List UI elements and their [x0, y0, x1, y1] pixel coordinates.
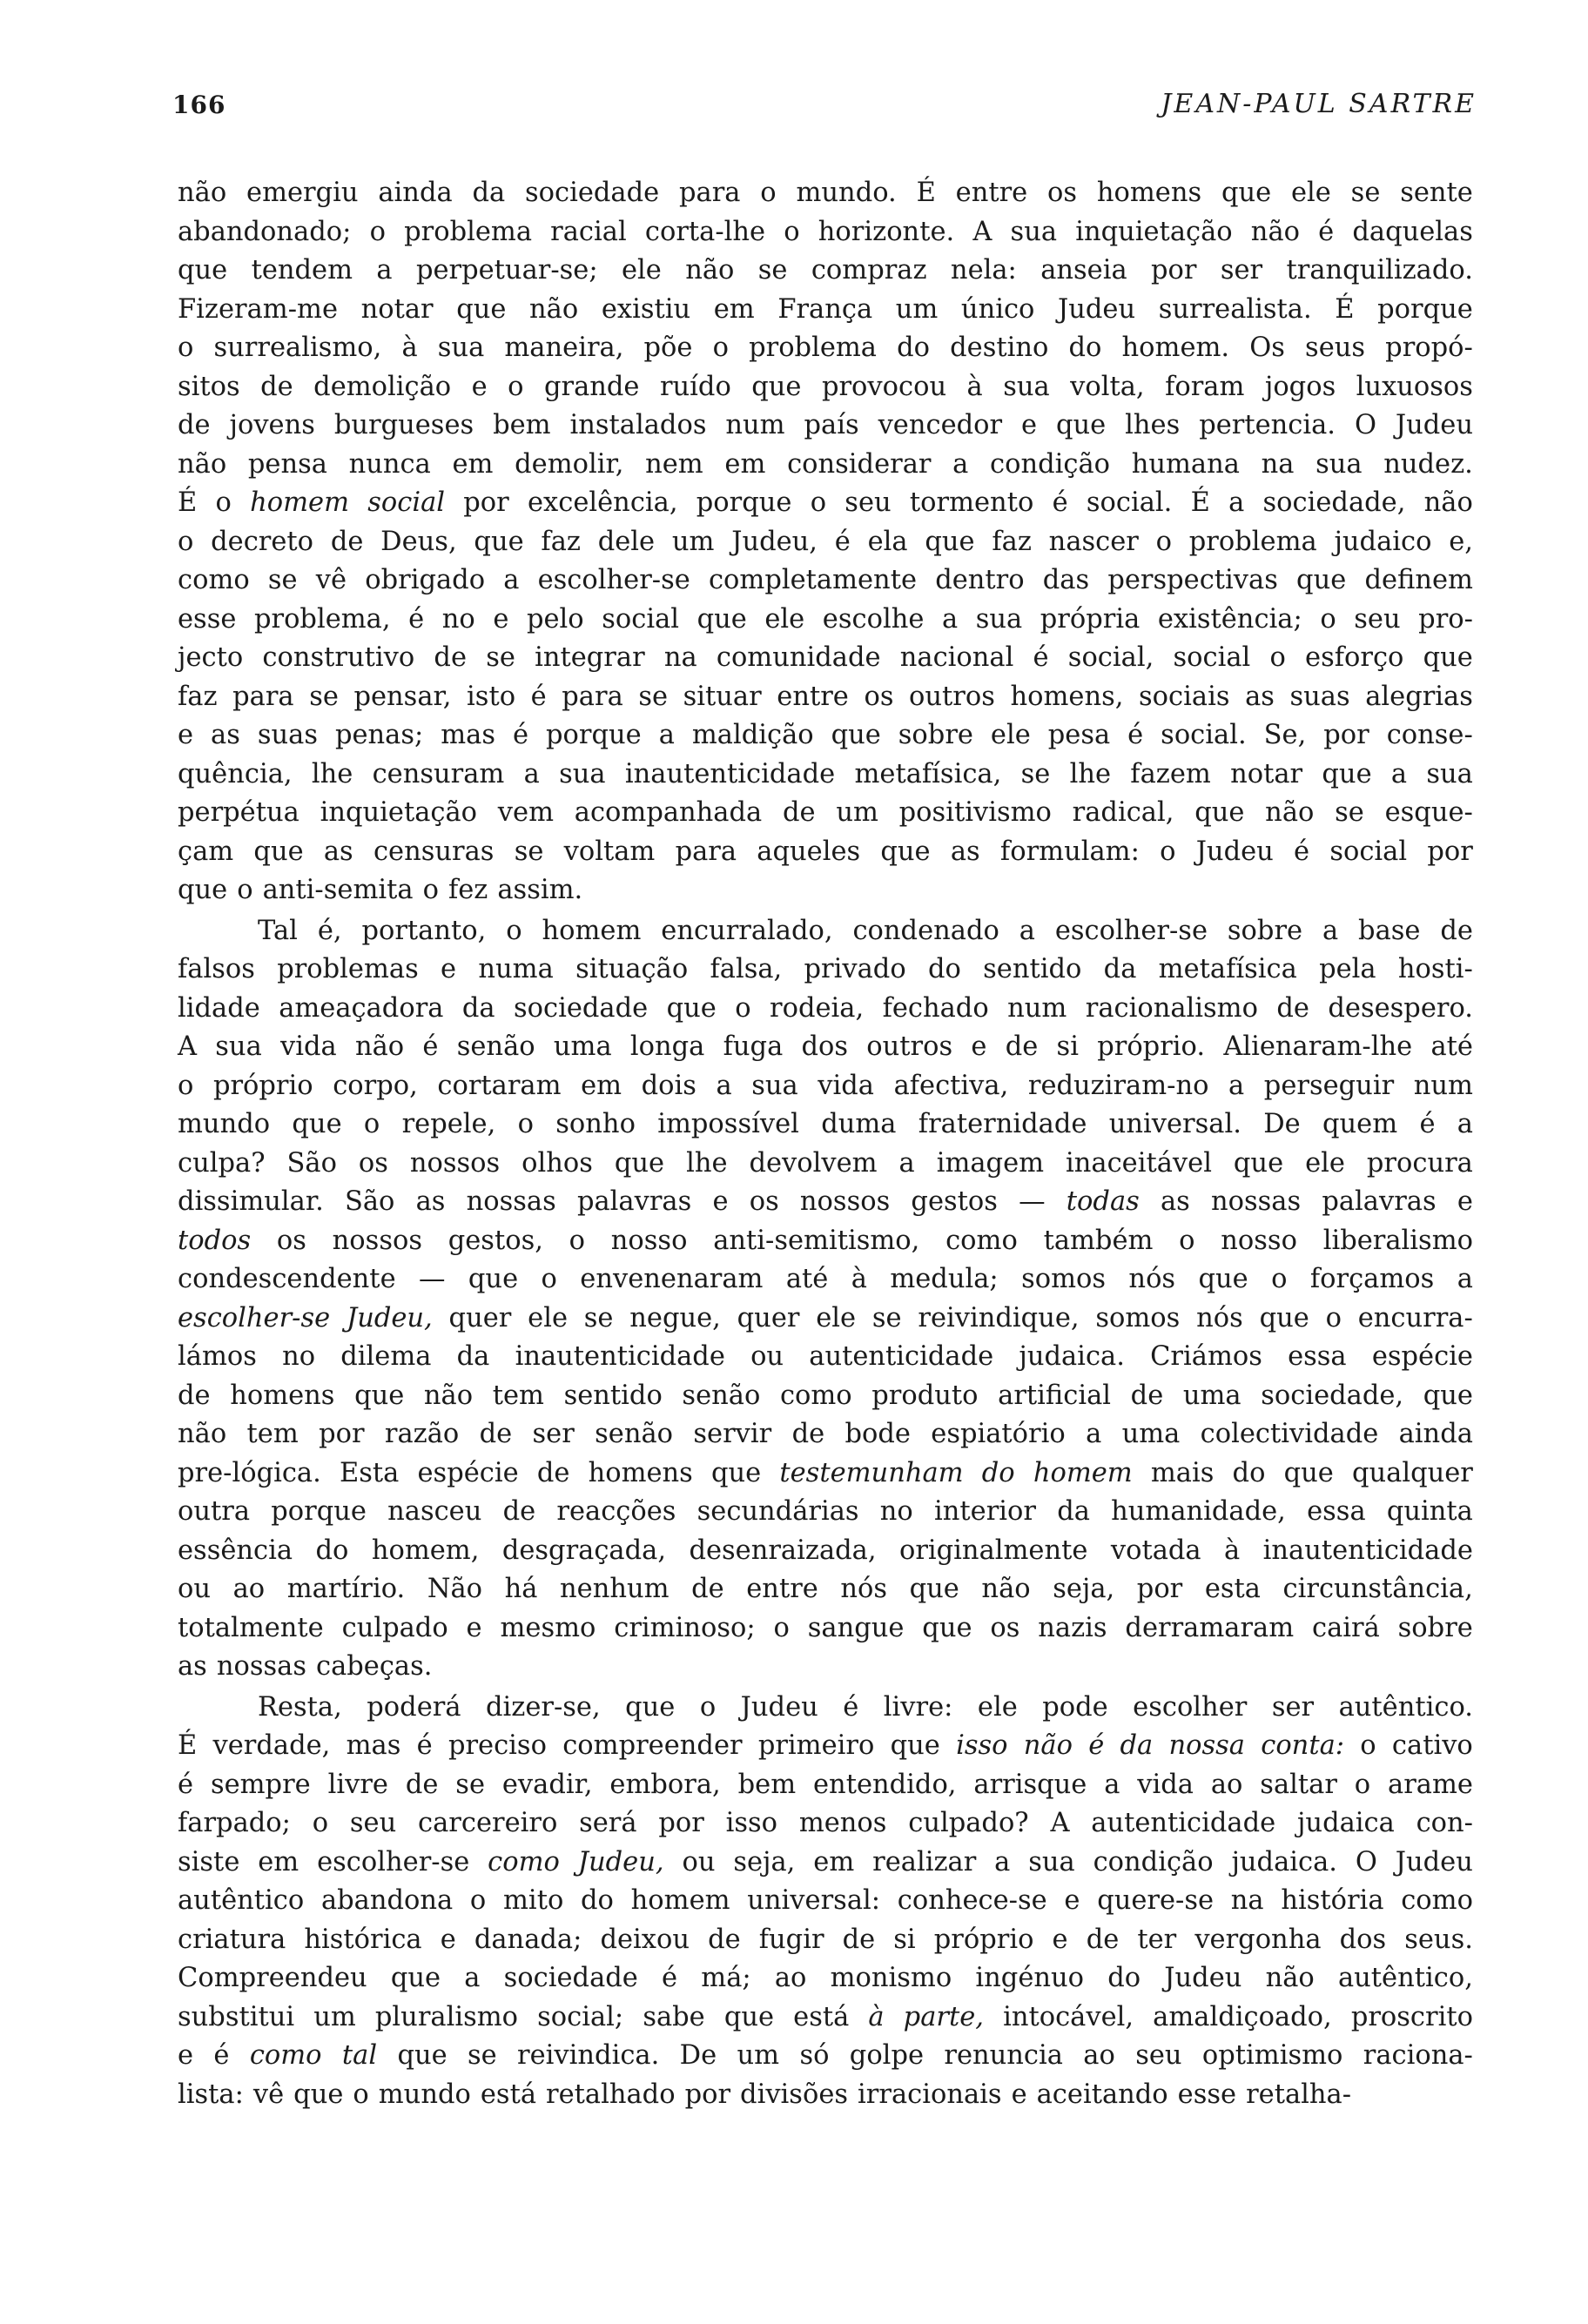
- text-line: totalmente culpado e mesmo criminoso; o sangue que os nazis derramaram cairá sobre: [178, 1612, 1473, 1643]
- text-line: essência do homem, desgraçada, desenraizada, originalmente votada à inautenticidade: [178, 1535, 1473, 1566]
- text-line: É verdade, mas é preciso compreender primeiro que isso não é da nossa conta: o cativo: [178, 1730, 1473, 1761]
- page-number: 166: [172, 91, 226, 119]
- text-line: ou ao martírio. Não há nenhum de entre nós que não seja, por esta circunstância,: [178, 1574, 1473, 1604]
- text-line: lista: vê que o mundo está retalhado por divisões irracionais e aceitando esse retalha-: [178, 2079, 1352, 2110]
- text-line: quência, lhe censuram a sua inautenticidade metafísica, se lhe fazem notar que a sua: [178, 758, 1473, 789]
- text-line: É o homem social por excelência, porque o seu tormento é social. É a sociedade, não: [178, 487, 1473, 518]
- text-line: autêntico abandona o mito do homem universal: conhece-se e quere-se na história como: [178, 1885, 1473, 1916]
- paragraph: [178, 912, 1473, 1687]
- text-line: çam que as censuras se voltam para aqueles que as formulam: o Judeu é social por: [178, 836, 1473, 867]
- text-line: o próprio corpo, cortaram em dois a sua vida afectiva, reduziram-no a perseguir num: [178, 1070, 1473, 1101]
- text-line: Tal é, portanto, o homem encurralado, condenado a escolher-se sobre a base de: [258, 915, 1473, 946]
- text-line: Compreendeu que a sociedade é má; ao monismo ingénuo do Judeu não autêntico,: [178, 1963, 1473, 1993]
- text-line: que tendem a perpetuar-se; ele não se compraz nela: anseia por ser tranquilizado.: [178, 255, 1473, 285]
- paragraph: [178, 1689, 1473, 2115]
- running-head: JEAN-PAUL SARTRE: [1161, 89, 1477, 119]
- text-line: dissimular. São as nossas palavras e os nossos gestos — todas as nossas palavras e: [178, 1186, 1473, 1217]
- text-line: condescendente — que o envenenaram até à medula; somos nós que o forçamos a: [178, 1264, 1473, 1294]
- text-line: de homens que não tem sentido senão como produto artificial de uma sociedade, que: [178, 1380, 1473, 1411]
- text-line: pre-lógica. Esta espécie de homens que testemunham do homem mais do que qualquer: [178, 1457, 1473, 1488]
- text-line: de jovens burgueses bem instalados num país vencedor e que lhes pertencia. O Judeu: [178, 410, 1473, 440]
- body-text: [178, 174, 1473, 2116]
- text-line: escolher-se Judeu, quer ele se negue, quer ele se reivindique, somos nós que o encurra-: [178, 1302, 1473, 1333]
- text-line: culpa? São os nossos olhos que lhe devolvem a imagem inaceitável que ele procura: [178, 1147, 1473, 1179]
- text-line: siste em escolher-se como Judeu, ou seja, em realizar a sua condição judaica. O Judeu: [178, 1846, 1473, 1877]
- text-line: criatura histórica e danada; deixou de fugir de si próprio e de ter vergonha dos seus.: [178, 1924, 1473, 1955]
- text-line: é sempre livre de se evadir, embora, bem entendido, arrisque a vida ao saltar o arame: [178, 1769, 1473, 1800]
- text-line: faz para se pensar, isto é para se situar entre os outros homens, sociais as suas alegrias: [178, 681, 1473, 712]
- text-line: que o anti-semita o fez assim.: [178, 875, 583, 905]
- text-line: não tem por razão de ser senão servir de bode espiatório a uma colectividade ainda: [178, 1419, 1473, 1449]
- text-line: esse problema, é no e pelo social que ele escolhe a sua própria existência; o seu pro-: [178, 603, 1473, 635]
- text-line: perpétua inquietação vem acompanhada de um positivismo radical, que não se esque-: [178, 797, 1473, 828]
- text-line: farpado; o seu carcereiro será por isso menos culpado? A autenticidade judaica con-: [178, 1808, 1473, 1838]
- text-line: e é como tal que se reivindica. De um só golpe renuncia ao seu optimismo raciona-: [178, 2040, 1473, 2071]
- text-line: outra porque nasceu de reacções secundárias no interior da humanidade, essa quinta: [178, 1496, 1473, 1527]
- text-line: falsos problemas e numa situação falsa, privado do sentido da metafísica pela hosti-: [178, 954, 1473, 984]
- text-line: e as suas penas; mas é porque a maldição que sobre ele pesa é social. Se, por conse-: [178, 720, 1473, 750]
- text-line: todos os nossos gestos, o nosso anti-semitismo, como também o nosso liberalismo: [178, 1225, 1473, 1256]
- text-line: sitos de demolição e o grande ruído que provocou à sua volta, foram jogos luxuosos: [178, 371, 1473, 402]
- text-line: como se vê obrigado a escolher-se completamente dentro das perspectivas que definem: [178, 565, 1473, 595]
- text-line: Resta, poderá dizer-se, que o Judeu é livre: ele pode escolher ser autêntico.: [258, 1691, 1473, 1723]
- text-line: mundo que o repele, o sonho impossível duma fraternidade universal. De quem é a: [178, 1109, 1473, 1139]
- text-line: não emergiu ainda da sociedade para o mundo. É entre os homens que ele se sente: [178, 178, 1473, 208]
- text-line: o surrealismo, à sua maneira, põe o problema do destino do homem. Os seus propó-: [178, 332, 1473, 363]
- text-line: lámos no dilema da inautenticidade ou autenticidade judaica. Criámos essa espécie: [178, 1341, 1473, 1372]
- text-line: o decreto de Deus, que faz dele um Judeu, é ela que faz nascer o problema judaico e,: [178, 526, 1473, 557]
- text-line: substitui um pluralismo social; sabe que está à parte, intocável, amaldiçoado, proscrito: [178, 2001, 1473, 2032]
- paragraph: [178, 174, 1473, 910]
- text-line: não pensa nunca em demolir, nem em considerar a condição humana na sua nudez.: [178, 448, 1473, 480]
- text-line: jecto construtivo de se integrar na comunidade nacional é social, social o esforço que: [178, 642, 1473, 673]
- text-line: Fizeram-me notar que não existiu em França um único Judeu surrealista. É porque: [178, 293, 1473, 325]
- text-line: as nossas cabeças.: [178, 1651, 433, 1682]
- text-line: abandonado; o problema racial corta-lhe o horizonte. A sua inquietação não é daquelas: [178, 216, 1473, 247]
- text-line: lidade ameaçadora da sociedade que o rodeia, fechado num racionalismo de desespero.: [178, 992, 1473, 1024]
- text-line: A sua vida não é senão uma longa fuga dos outros e de si próprio. Alienaram-lhe até: [178, 1031, 1473, 1062]
